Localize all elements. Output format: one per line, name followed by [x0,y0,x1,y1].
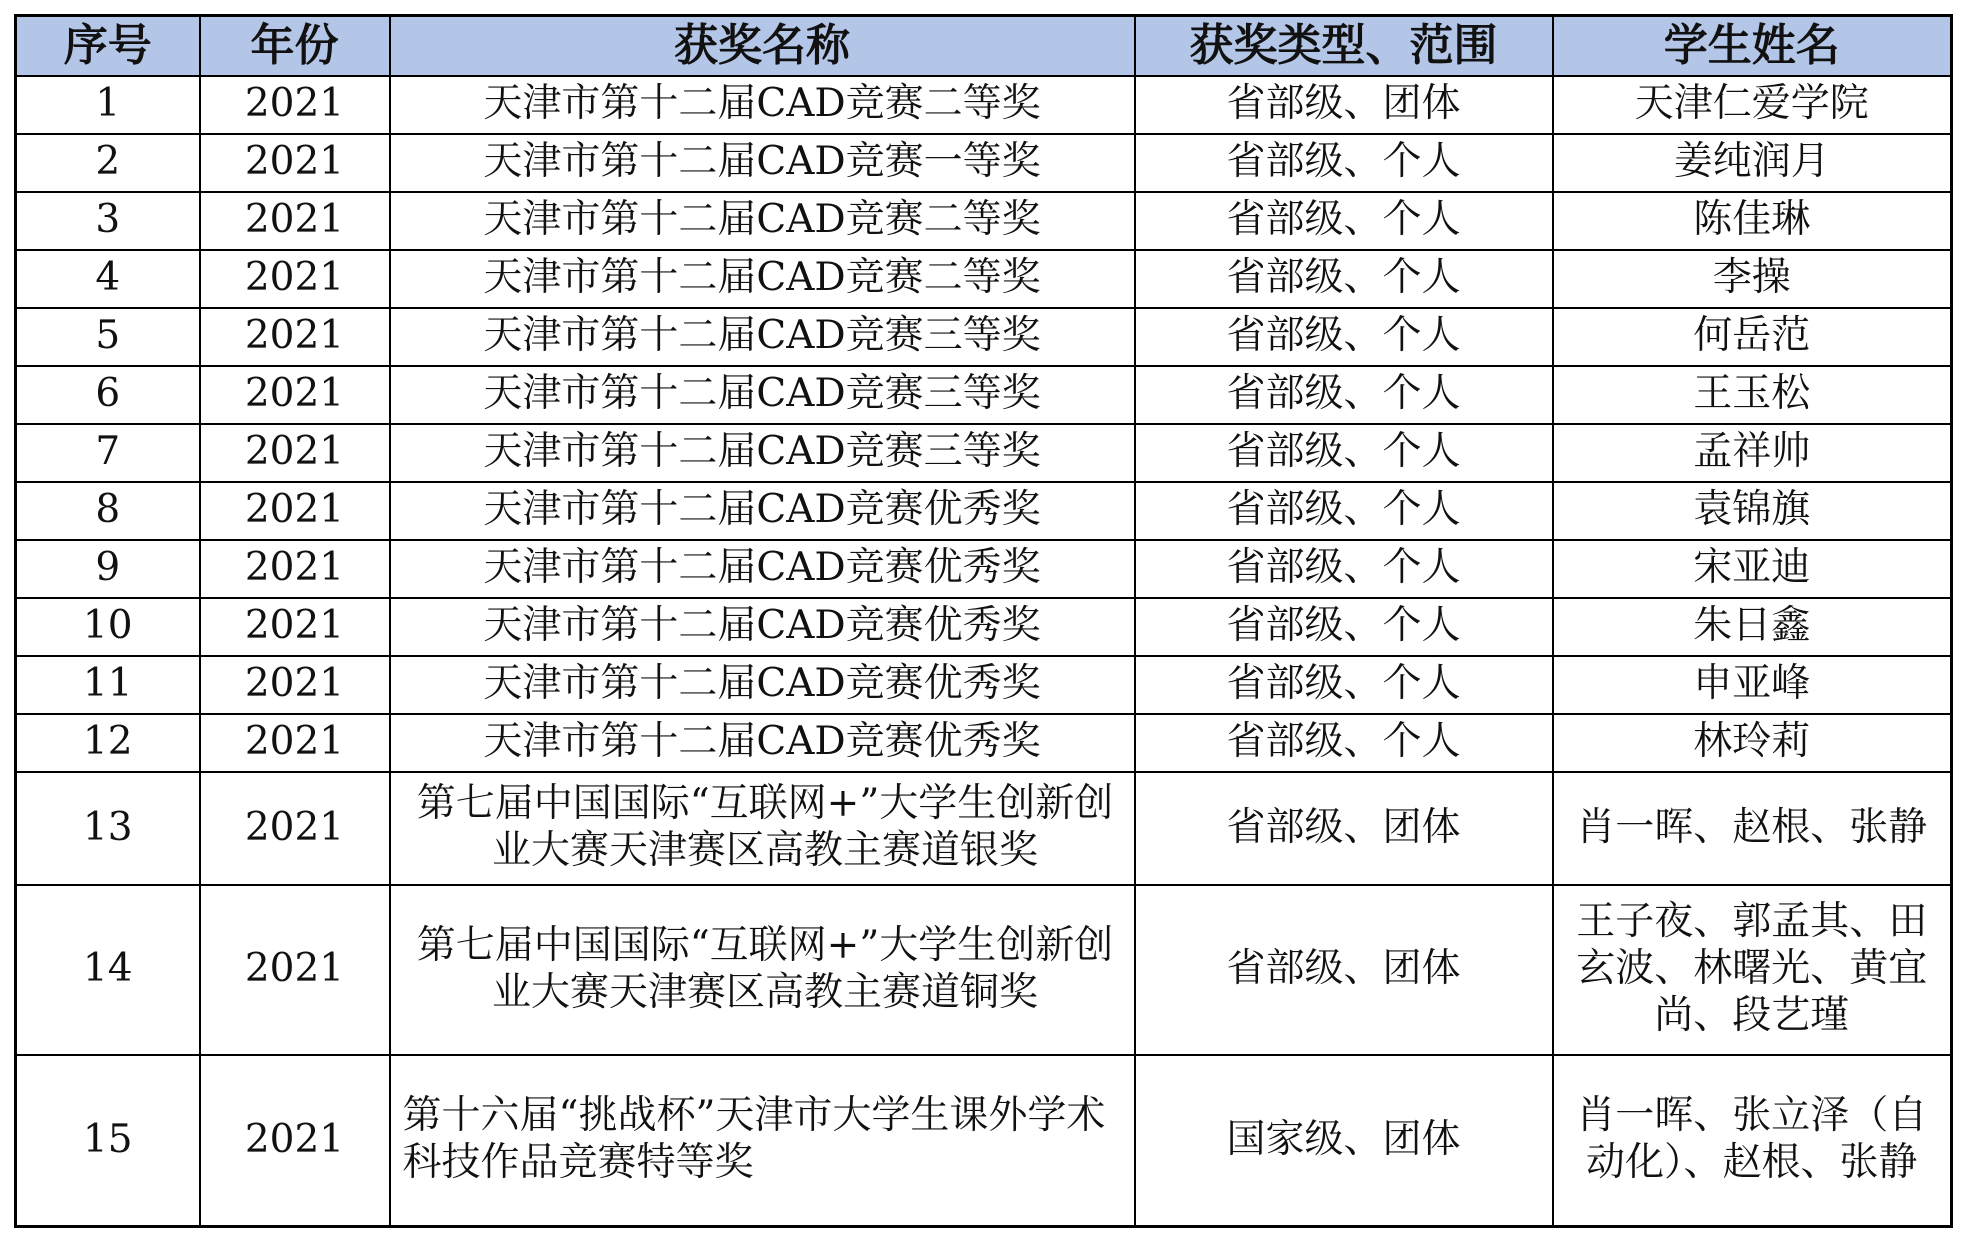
cell-award-type: 省部级、团体 [1135,772,1553,885]
cell-award-type: 省部级、个人 [1135,714,1553,772]
cell-award-type: 省部级、个人 [1135,482,1553,540]
cell-award-name: 天津市第十二届CAD竞赛优秀奖 [390,598,1135,656]
cell-award-type: 省部级、个人 [1135,540,1553,598]
cell-student-name: 天津仁爱学院 [1553,76,1952,134]
cell-award-name: 天津市第十二届CAD竞赛优秀奖 [390,714,1135,772]
cell-award-type: 省部级、个人 [1135,250,1553,308]
header-award-name: 获奖名称 [390,16,1135,76]
cell-year: 2021 [200,250,390,308]
cell-student-name: 申亚峰 [1553,656,1952,714]
cell-seq: 9 [16,540,200,598]
cell-award-name: 天津市第十二届CAD竞赛优秀奖 [390,656,1135,714]
cell-seq: 3 [16,192,200,250]
cell-award-name: 天津市第十二届CAD竞赛二等奖 [390,76,1135,134]
cell-year: 2021 [200,76,390,134]
table-row [16,482,1952,540]
cell-year: 2021 [200,192,390,250]
cell-student-name: 宋亚迪 [1553,540,1952,598]
table-row [16,76,1952,134]
cell-seq: 1 [16,76,200,134]
table-row [16,598,1952,656]
cell-student-name: 孟祥帅 [1553,424,1952,482]
table-row [16,424,1952,482]
cell-award-type: 省部级、个人 [1135,192,1553,250]
cell-seq: 15 [16,1055,200,1227]
cell-award-type: 省部级、团体 [1135,885,1553,1055]
cell-award-name: 天津市第十二届CAD竞赛优秀奖 [390,540,1135,598]
header-award-type: 获奖类型、范围 [1135,16,1553,76]
cell-award-type: 省部级、个人 [1135,656,1553,714]
cell-award-name: 天津市第十二届CAD竞赛三等奖 [390,366,1135,424]
cell-seq: 7 [16,424,200,482]
cell-award-name: 天津市第十二届CAD竞赛二等奖 [390,250,1135,308]
cell-year: 2021 [200,598,390,656]
cell-student-name: 袁锦旗 [1553,482,1952,540]
cell-award-name: 天津市第十二届CAD竞赛三等奖 [390,308,1135,366]
cell-student-name: 何岳范 [1553,308,1952,366]
table-header [16,16,1952,76]
header-year: 年份 [200,16,390,76]
table-row [16,192,1952,250]
table-row [16,885,1952,1055]
cell-student-name: 肖一晖、张立泽（自动化）、赵根、张静 [1553,1055,1952,1227]
cell-seq: 2 [16,134,200,192]
cell-seq: 4 [16,250,200,308]
cell-award-type: 省部级、个人 [1135,366,1553,424]
cell-year: 2021 [200,540,390,598]
cell-seq: 14 [16,885,200,1055]
cell-award-name: 天津市第十二届CAD竞赛二等奖 [390,192,1135,250]
cell-award-type: 省部级、个人 [1135,308,1553,366]
cell-year: 2021 [200,714,390,772]
cell-year: 2021 [200,366,390,424]
table-body [16,76,1952,1227]
cell-student-name: 姜纯润月 [1553,134,1952,192]
cell-student-name: 李操 [1553,250,1952,308]
cell-student-name: 陈佳琳 [1553,192,1952,250]
cell-student-name: 肖一晖、赵根、张静 [1553,772,1952,885]
cell-award-type: 省部级、团体 [1135,76,1553,134]
cell-student-name: 朱日鑫 [1553,598,1952,656]
cell-award-type: 省部级、个人 [1135,424,1553,482]
cell-year: 2021 [200,482,390,540]
cell-student-name: 王玉松 [1553,366,1952,424]
cell-award-type: 省部级、个人 [1135,598,1553,656]
cell-award-type: 省部级、个人 [1135,134,1553,192]
cell-seq: 6 [16,366,200,424]
cell-seq: 12 [16,714,200,772]
table-row [16,134,1952,192]
header-seq: 序号 [16,16,200,76]
cell-award-type: 国家级、团体 [1135,1055,1553,1227]
cell-student-name: 林玲莉 [1553,714,1952,772]
table-row [16,772,1952,885]
cell-award-name: 第十六届“挑战杯”天津市大学生课外学术科技作品竞赛特等奖 [390,1055,1135,1227]
cell-award-name: 第七届中国国际“互联网+”大学生创新创业大赛天津赛区高教主赛道银奖 [390,772,1135,885]
table-row [16,714,1952,772]
cell-award-name: 第七届中国国际“互联网+”大学生创新创业大赛天津赛区高教主赛道铜奖 [390,885,1135,1055]
cell-year: 2021 [200,656,390,714]
table-row [16,366,1952,424]
table-row [16,308,1952,366]
cell-year: 2021 [200,424,390,482]
cell-award-name: 天津市第十二届CAD竞赛三等奖 [390,424,1135,482]
table-row [16,540,1952,598]
table-row [16,1055,1952,1227]
header-student-name: 学生姓名 [1553,16,1952,76]
cell-year: 2021 [200,885,390,1055]
cell-seq: 11 [16,656,200,714]
cell-award-name: 天津市第十二届CAD竞赛一等奖 [390,134,1135,192]
cell-year: 2021 [200,772,390,885]
cell-student-name: 王子夜、郭孟其、田玄波、林曙光、黄宜尚、段艺瑾 [1553,885,1952,1055]
awards-table [14,14,1953,1228]
header-row [16,16,1952,76]
cell-seq: 5 [16,308,200,366]
table-row [16,656,1952,714]
cell-seq: 8 [16,482,200,540]
table-row [16,250,1952,308]
cell-seq: 10 [16,598,200,656]
cell-seq: 13 [16,772,200,885]
cell-year: 2021 [200,1055,390,1227]
cell-year: 2021 [200,308,390,366]
cell-year: 2021 [200,134,390,192]
cell-award-name: 天津市第十二届CAD竞赛优秀奖 [390,482,1135,540]
